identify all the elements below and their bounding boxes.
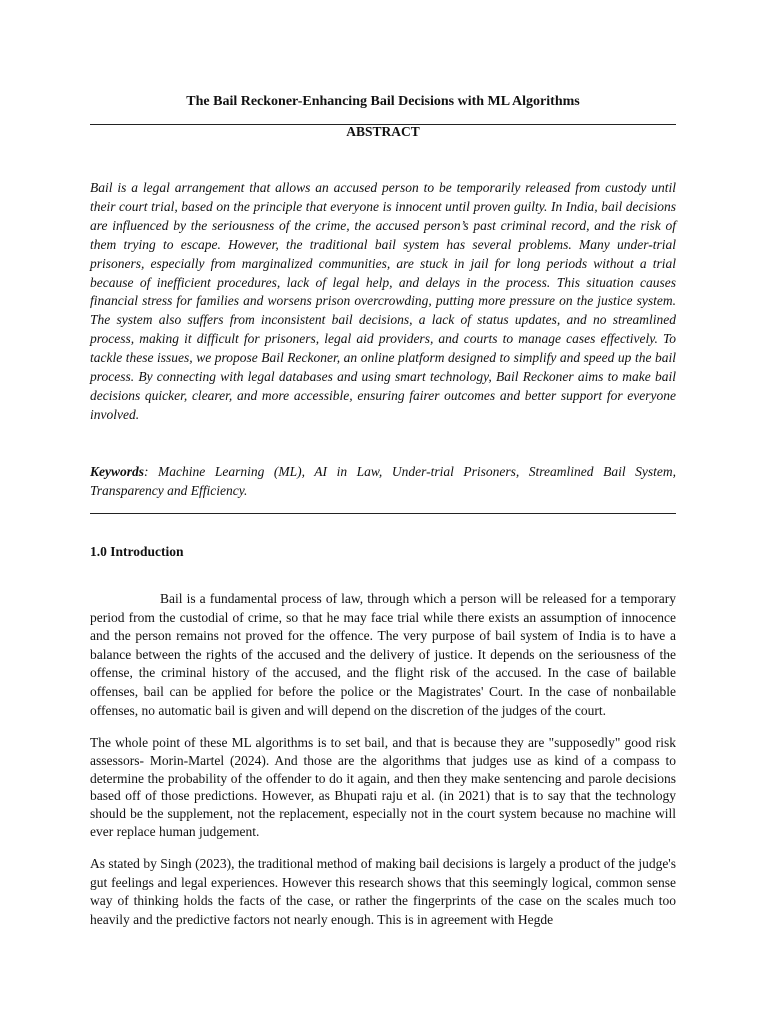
keywords-text: : Machine Learning (ML), AI in Law, Under-trial Prisoners, Streamlined Bail System, Transparency and Efficiency. (90, 464, 676, 498)
section-heading-introduction: 1.0 Introduction (90, 544, 184, 559)
abstract-text: Bail is a legal arrangement that allows an accused person to be temporarily released from custody until their court trial, based on the principle that everyone is innocent until proven guilty. In India, bail decisions are influenced by the seriousness of the crime, the accused person’s past criminal record, and the risk of them trying to escape. However, the traditional bail system has several problems. Many under-trial prisoners, especially from marginalized communities, are stuck in jail for long periods without a trial because of inefficient procedures, lack of legal help, and delays in the process. This situation causes financial stress for families and worsens prison overcrowding, putting more pressure on the justice system. The system also suffers from inconsistent bail decisions, a lack of status updates, and no streamlined process, making it difficult for prisoners, legal aid providers, and courts to manage cases effectively. To tackle these issues, we propose Bail Reckoner, an online platform designed to simplify and speed up the bail process. By connecting with legal databases and using smart technology, Bail Reckoner aims to make bail decisions quicker, clearer, and more accessible, ensuring fairer outcomes and better support for everyone involved. (90, 180, 676, 422)
intro-paragraph-2: The whole point of these ML algorithms is to set bail, and that is because they are "supposedly" good risk assessors- Morin-Martel (2024). And those are the algorithms that judges use as kind of a compass to determine the probability of the offender to do it again, and then they make sentencing and parole decisions based off of those predictions. However, as Bhupati raju et al. (in 2021) that is to say that the technology should be the supplement, not the replacement, especially not in the court system because no machine will ever replace human judgement. (90, 735, 676, 839)
abstract-heading: ABSTRACT (346, 124, 420, 139)
keywords (90, 463, 676, 501)
paper-title: The Bail Reckoner-Enhancing Bail Decisions with ML Algorithms (186, 94, 580, 109)
keywords-label: Keywords (90, 464, 144, 479)
bottom-divider (90, 513, 676, 514)
intro-paragraph-3: As stated by Singh (2023), the traditional method of making bail decisions is largely a product of the judge's gut feelings and legal experiences. However this research shows that this seemingly logical, common sense way of thinking holds the facts of the case, or rather the fingerprints of the case on the scales much too heavily and the predictive factors not nearly enough. This is in agreement with Hegde (90, 856, 676, 927)
intro-paragraph-1: Bail is a fundamental process of law, through which a person will be released for a temporary period from the custodial of crime, so that he may face trial while there exists an assumption of innocence and the person remains not proved for the offence. The very purpose of bail system of India is to have a balance between the rights of the accused and the delivery of justice. It depends on the seriousness of the offense, the criminal history of the accused, and the flight risk of the accused. In the case of bailable offenses, bail can be applied for before the police or the Magistrates' Court. In the case of nonbailable offenses, no automatic bail is given and will depend on the discretion of the judges of the court. (90, 591, 676, 718)
